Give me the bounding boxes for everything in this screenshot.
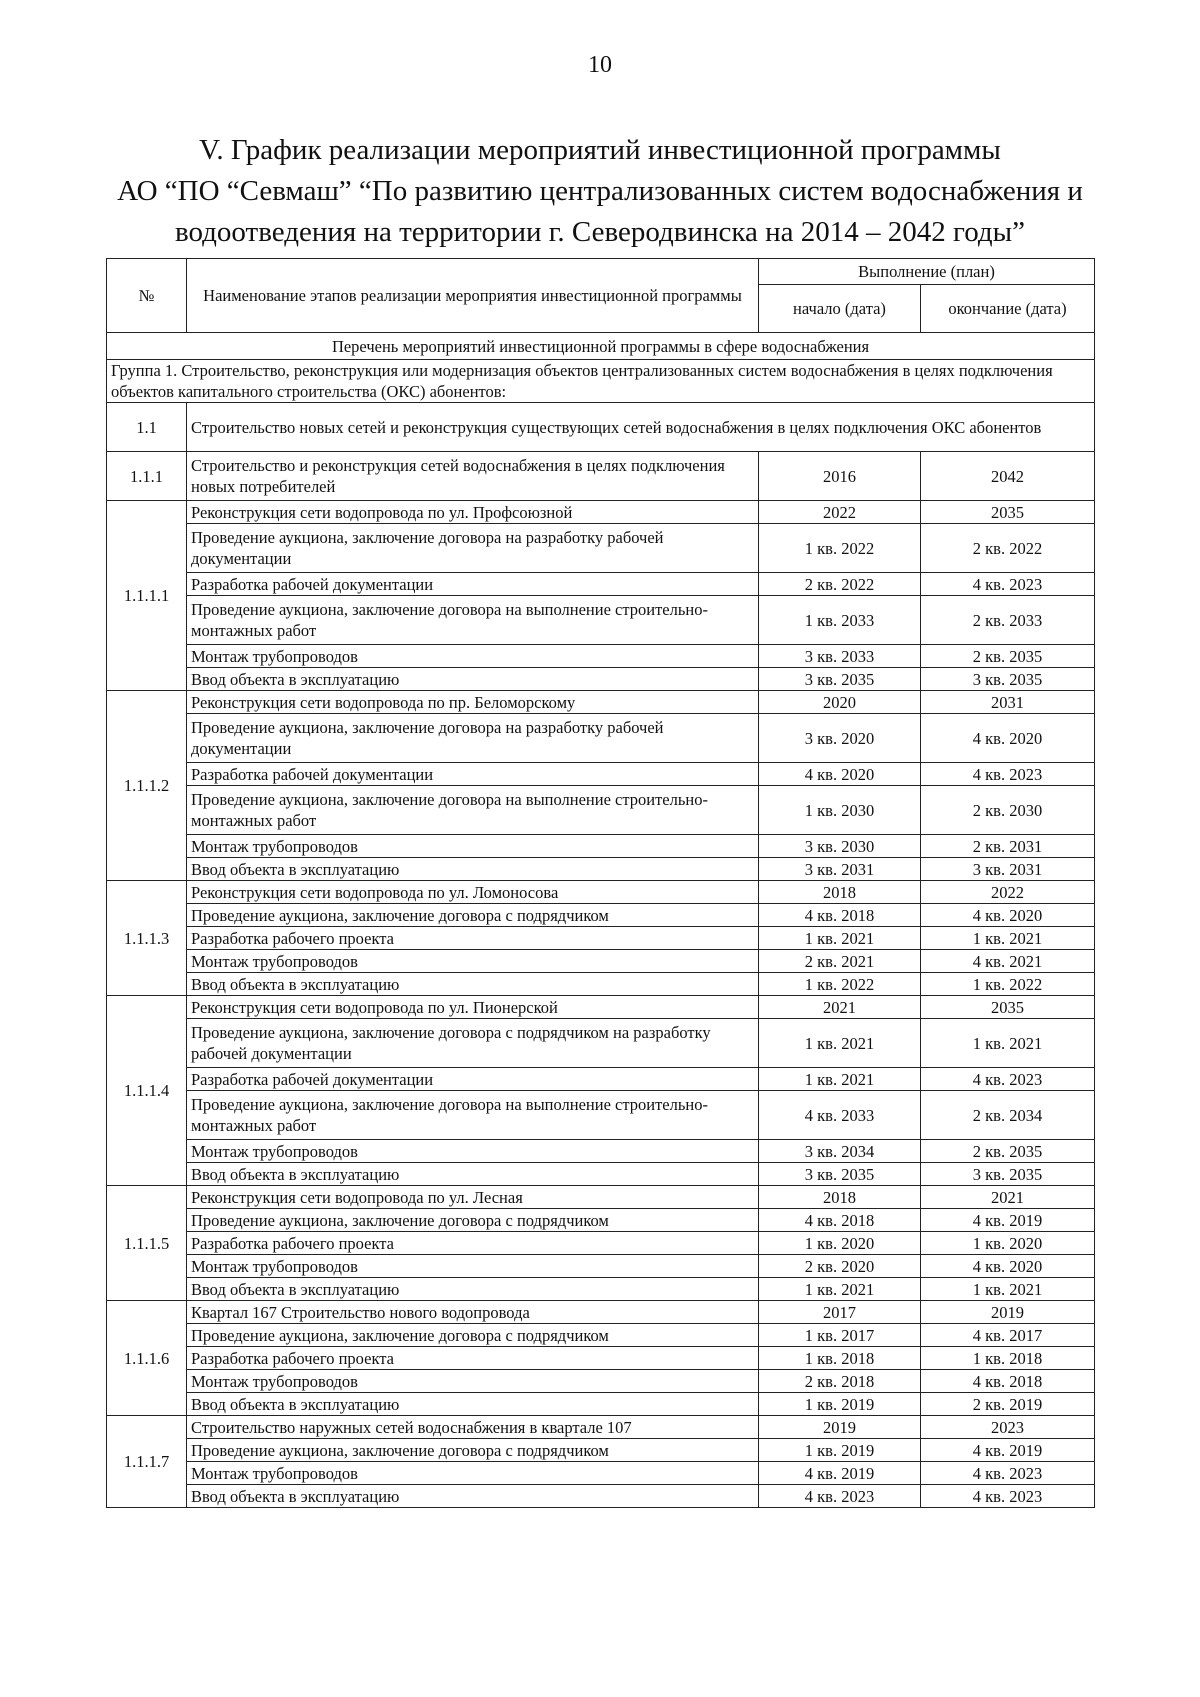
row-start: 2 кв. 2018 [759,1370,921,1393]
table-row [107,1140,1095,1163]
row-name: Ввод объекта в эксплуатацию [187,668,759,691]
table-row [107,1163,1095,1186]
table-row [107,501,1095,524]
row-start: 1 кв. 2022 [759,973,921,996]
document-title [60,130,1140,253]
row-end: 2 кв. 2019 [921,1393,1095,1416]
table-row [107,950,1095,973]
row-name: Монтаж трубопроводов [187,1370,759,1393]
group-title: Группа 1. Строительство, реконструкция или модернизация объектов централизованных систем водоснабжения в целях подключения объектов капитального строительства (ОКС) абонентов: [107,360,1095,403]
table-row [107,904,1095,927]
table-row [107,1393,1095,1416]
table-row [107,881,1095,904]
row-name: Проведение аукциона, заключение договора с подрядчиком [187,1439,759,1462]
header-end: окончание (дата) [921,285,1095,333]
row-start: 2021 [759,996,921,1019]
row-name: Ввод объекта в эксплуатацию [187,1163,759,1186]
row-name: Ввод объекта в эксплуатацию [187,1393,759,1416]
table-row [107,835,1095,858]
row-name: Строительство наружных сетей водоснабжения в квартале 107 [187,1416,759,1439]
table-row [107,573,1095,596]
table-row [107,1209,1095,1232]
row-end: 4 кв. 2023 [921,1485,1095,1508]
row-end: 4 кв. 2023 [921,573,1095,596]
row-end: 4 кв. 2019 [921,1209,1095,1232]
table-row [107,1232,1095,1255]
row-end: 2 кв. 2034 [921,1091,1095,1140]
subgroup-num: 1.1.1.6 [107,1301,187,1416]
row-start: 2020 [759,691,921,714]
row-start: 3 кв. 2033 [759,645,921,668]
row-start: 3 кв. 2035 [759,1163,921,1186]
row-end: 4 кв. 2020 [921,714,1095,763]
row-start: 2019 [759,1416,921,1439]
table-row [107,1186,1095,1209]
table-row [107,973,1095,996]
row-start: 2 кв. 2021 [759,950,921,973]
row-start: 2017 [759,1301,921,1324]
table-row [107,668,1095,691]
table-row [107,714,1095,763]
row-name: Ввод объекта в эксплуатацию [187,1485,759,1508]
row-start: 2016 [759,452,921,501]
row-name: Проведение аукциона, заключение договора на разработку рабочей документации [187,714,759,763]
table-row [107,645,1095,668]
row-end: 2021 [921,1186,1095,1209]
row-start: 1 кв. 2019 [759,1439,921,1462]
table-row [107,763,1095,786]
row-start: 2018 [759,881,921,904]
row-start: 4 кв. 2023 [759,1485,921,1508]
table-row [107,858,1095,881]
header-num: № [107,259,187,333]
row-end: 2035 [921,996,1095,1019]
row-name: Монтаж трубопроводов [187,1462,759,1485]
row-name: Разработка рабочей документации [187,763,759,786]
row-name: Ввод объекта в эксплуатацию [187,1278,759,1301]
row-end: 3 кв. 2035 [921,668,1095,691]
row-name: Реконструкция сети водопровода по ул. Ломоносова [187,881,759,904]
row-end: 4 кв. 2020 [921,1255,1095,1278]
row-start: 1 кв. 2030 [759,786,921,835]
header-name: Наименование этапов реализации мероприятия инвестиционной программы [187,259,759,333]
row-end: 4 кв. 2023 [921,1068,1095,1091]
row-name: Монтаж трубопроводов [187,1140,759,1163]
section-title: Перечень мероприятий инвестиционной программы в сфере водоснабжения [107,333,1095,360]
row-name: Реконструкция сети водопровода по ул. Пионерской [187,996,759,1019]
row-end: 2 кв. 2022 [921,524,1095,573]
row-name: Реконструкция сети водопровода по ул. Профсоюзной [187,501,759,524]
table-row [107,1462,1095,1485]
row-name: Проведение аукциона, заключение договора с подрядчиком [187,904,759,927]
row-start: 2018 [759,1186,921,1209]
row-end: 2023 [921,1416,1095,1439]
row-end: 3 кв. 2035 [921,1163,1095,1186]
row-end: 2022 [921,881,1095,904]
row-start: 1 кв. 2020 [759,1232,921,1255]
row-end: 4 кв. 2023 [921,1462,1095,1485]
subgroup-num: 1.1.1.1 [107,501,187,691]
row-start: 1 кв. 2021 [759,1068,921,1091]
row-end: 1 кв. 2020 [921,1232,1095,1255]
row-start: 1 кв. 2017 [759,1324,921,1347]
row-name: Проведение аукциона, заключение договора с подрядчиком [187,1324,759,1347]
row-start: 1 кв. 2021 [759,1019,921,1068]
row-name: Проведение аукциона, заключение договора на выполнение строительно-монтажных работ [187,596,759,645]
row-num: 1.1.1 [107,452,187,501]
table-row [107,1301,1095,1324]
title-line-2: АО “ПО “Севмаш” “По развитию централизованных систем водоснабжения и [117,175,1083,207]
row-start: 4 кв. 2018 [759,904,921,927]
row-start: 2 кв. 2020 [759,1255,921,1278]
row-num: 1.1 [107,403,187,452]
row-start: 1 кв. 2022 [759,524,921,573]
row-name: Реконструкция сети водопровода по пр. Беломорскому [187,691,759,714]
row-start: 4 кв. 2019 [759,1462,921,1485]
row-end: 1 кв. 2021 [921,1019,1095,1068]
row-start: 4 кв. 2018 [759,1209,921,1232]
row-name: Ввод объекта в эксплуатацию [187,973,759,996]
table-row [107,691,1095,714]
table-row [107,524,1095,573]
table-row [107,1068,1095,1091]
row-name: Разработка рабочего проекта [187,1232,759,1255]
row-start: 3 кв. 2034 [759,1140,921,1163]
table-row [107,1370,1095,1393]
row-end: 2 кв. 2033 [921,596,1095,645]
table-row [107,1091,1095,1140]
row-start: 2 кв. 2022 [759,573,921,596]
row-name: Разработка рабочей документации [187,573,759,596]
table-row [107,1439,1095,1462]
table-row [107,596,1095,645]
row-end: 1 кв. 2021 [921,1278,1095,1301]
row-start: 4 кв. 2020 [759,763,921,786]
row-end: 2019 [921,1301,1095,1324]
table-row [107,786,1095,835]
row-start: 1 кв. 2018 [759,1347,921,1370]
row-end: 2 кв. 2031 [921,835,1095,858]
row-end: 4 кв. 2018 [921,1370,1095,1393]
row-start: 3 кв. 2020 [759,714,921,763]
row-start: 2022 [759,501,921,524]
table-row [107,1324,1095,1347]
row-start: 3 кв. 2031 [759,858,921,881]
page-number: 10 [588,52,612,78]
table-row [107,1255,1095,1278]
row-end: 1 кв. 2018 [921,1347,1095,1370]
subgroup-num: 1.1.1.2 [107,691,187,881]
row-name: Разработка рабочего проекта [187,927,759,950]
subgroup-num: 1.1.1.3 [107,881,187,996]
row-start: 3 кв. 2035 [759,668,921,691]
row-end: 1 кв. 2022 [921,973,1095,996]
row-end: 3 кв. 2031 [921,858,1095,881]
row-end: 2042 [921,452,1095,501]
row-name: Разработка рабочей документации [187,1068,759,1091]
row-end: 4 кв. 2020 [921,904,1095,927]
row-name: Монтаж трубопроводов [187,1255,759,1278]
table-row [107,927,1095,950]
row-end: 4 кв. 2023 [921,763,1095,786]
table-row [107,996,1095,1019]
row-start: 3 кв. 2030 [759,835,921,858]
row-end: 2 кв. 2035 [921,645,1095,668]
table-row [107,1485,1095,1508]
row-name: Строительство новых сетей и реконструкция существующих сетей водоснабжения в целях подключения ОКС абонентов [187,403,1095,452]
row-name: Проведение аукциона, заключение договора с подрядчиком [187,1209,759,1232]
row-end: 1 кв. 2021 [921,927,1095,950]
row-name: Реконструкция сети водопровода по ул. Лесная [187,1186,759,1209]
row-name: Проведение аукциона, заключение договора на выполнение строительно-монтажных работ [187,786,759,835]
row-end: 4 кв. 2021 [921,950,1095,973]
row-end: 4 кв. 2017 [921,1324,1095,1347]
row-start: 1 кв. 2019 [759,1393,921,1416]
table-row [107,1278,1095,1301]
row-name: Монтаж трубопроводов [187,835,759,858]
header-execution: Выполнение (план) [759,259,1095,285]
row-name: Квартал 167 Строительство нового водопровода [187,1301,759,1324]
row-end: 2035 [921,501,1095,524]
row-end: 4 кв. 2019 [921,1439,1095,1462]
row-name: Монтаж трубопроводов [187,950,759,973]
table-row [107,1347,1095,1370]
row-end: 2031 [921,691,1095,714]
table-row [107,1019,1095,1068]
title-line-1: V. График реализации мероприятий инвестиционной программы [199,134,1001,166]
subgroup-num: 1.1.1.7 [107,1416,187,1508]
row-name: Строительство и реконструкция сетей водоснабжения в целях подключения новых потребителей [187,452,759,501]
subgroup-num: 1.1.1.5 [107,1186,187,1301]
title-line-3: водоотведения на территории г. Северодвинска на 2014 – 2042 годы” [175,216,1025,248]
row-name: Разработка рабочего проекта [187,1347,759,1370]
row-name: Монтаж трубопроводов [187,645,759,668]
row-start: 1 кв. 2021 [759,927,921,950]
row-start: 1 кв. 2033 [759,596,921,645]
row-name: Проведение аукциона, заключение договора на выполнение строительно-монтажных работ [187,1091,759,1140]
row-end: 2 кв. 2035 [921,1140,1095,1163]
header-start: начало (дата) [759,285,921,333]
table-row [107,1416,1095,1439]
row-name: Проведение аукциона, заключение договора с подрядчиком на разработку рабочей документации [187,1019,759,1068]
row-start: 4 кв. 2033 [759,1091,921,1140]
schedule-table [106,258,1095,1508]
subgroup-num: 1.1.1.4 [107,996,187,1186]
row-name: Ввод объекта в эксплуатацию [187,858,759,881]
row-start: 1 кв. 2021 [759,1278,921,1301]
row-end: 2 кв. 2030 [921,786,1095,835]
row-name: Проведение аукциона, заключение договора на разработку рабочей документации [187,524,759,573]
